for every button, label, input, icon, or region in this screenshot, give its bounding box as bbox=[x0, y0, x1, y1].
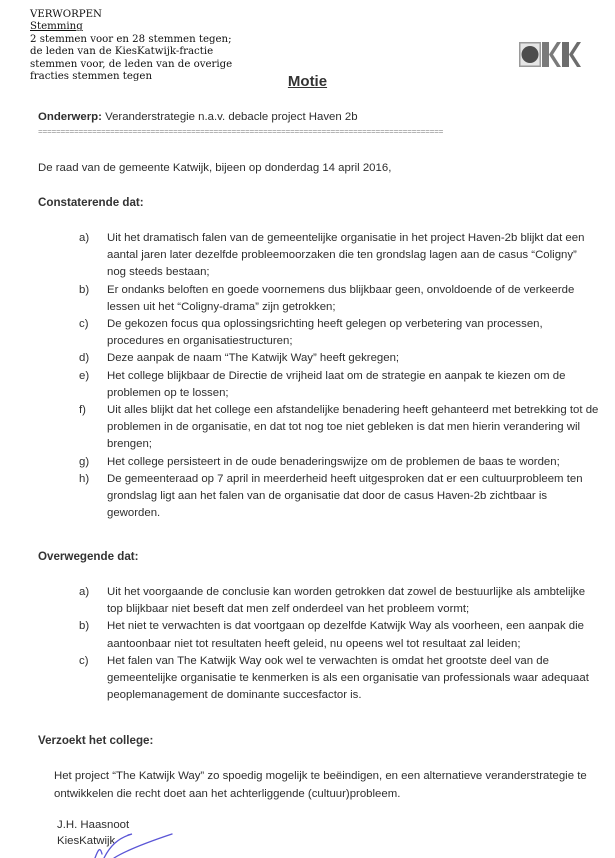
signatory-name: J.H. Haasnoot bbox=[57, 819, 130, 831]
item-text: Uit het voorgaande de conclusie kan worden getrokken dat zowel de bestuurlijke als ambtelijke top blijkbaar niet beseft dat men zelf onderdeel van het probleem vormt; bbox=[107, 586, 586, 616]
subject-line bbox=[38, 111, 358, 123]
request-text: Het project “The Katwijk Way” zo spoedig mogelijk te beëindigen, en een alternatieve veranderstrategie te ontwikkelen die recht doet aan het achterliggende (cultuur)probleem. bbox=[54, 770, 587, 800]
item-text: Uit het dramatisch falen van de gemeentelijke organisatie in het project Haven-2b blijkt dat een aantal jaren later dezelfde probleemoorzaken die ten grondslag lagen aan de casus “Coligny” nog steeds bestaan; bbox=[107, 232, 585, 279]
list-item bbox=[79, 230, 599, 282]
okk-logo-icon bbox=[519, 42, 582, 67]
overwegende-list bbox=[79, 584, 599, 704]
item-label: b) bbox=[79, 283, 90, 296]
item-text: Het college persisteert in de oude benaderingswijze om de problemen de baas te worden; bbox=[107, 455, 560, 468]
list-item bbox=[79, 316, 599, 350]
item-label: g) bbox=[79, 455, 90, 468]
item-label: d) bbox=[79, 352, 90, 365]
heading-verzoekt: Verzoekt het college: bbox=[38, 734, 154, 747]
heading-constaterende: Constaterende dat: bbox=[38, 196, 144, 209]
constaterende-list bbox=[79, 230, 599, 522]
list-item bbox=[79, 368, 599, 402]
item-label: h) bbox=[79, 472, 90, 485]
handwritten-signature-icon bbox=[90, 828, 210, 858]
intro-text: De raad van de gemeente Katwijk, bijeen op donderdag 14 april 2016, bbox=[38, 162, 392, 174]
item-text: Er ondanks beloften en goede voornemens dus blijkbaar geen, onvoldoende of de verkeerde lessen uit het “Coligny-drama” zijn getrokken; bbox=[107, 283, 575, 313]
list-item bbox=[79, 454, 599, 471]
item-label: c) bbox=[79, 318, 89, 331]
item-label: a) bbox=[79, 232, 90, 244]
list-item bbox=[79, 653, 599, 705]
vote-status: VERWORPEN bbox=[30, 9, 102, 20]
subject-text: Veranderstrategie n.a.v. debacle project Haven 2b bbox=[101, 111, 358, 123]
item-label: b) bbox=[79, 620, 90, 633]
heading-overwegende: Overwegende dat: bbox=[38, 550, 139, 563]
item-text: Het college blijkbaar de Directie de vrijheid laat om de strategie en aanpak te kiezen om de problemen op te lossen; bbox=[107, 369, 566, 399]
item-label: a) bbox=[79, 586, 90, 598]
vote-label: Stemming bbox=[30, 21, 83, 33]
item-text: De gemeenteraad op 7 april in meerderheid heeft uitgesproken dat er een cultuurprobleem ten grondslag ligt aan het falen van de organisatie dat door de casus Haven-2b zichtbaar is geworden. bbox=[107, 472, 583, 520]
document-title: Motie bbox=[287, 73, 328, 90]
list-item bbox=[79, 471, 599, 523]
list-item bbox=[79, 402, 599, 454]
item-text: De gekozen focus qua oplossingsrichting heeft gelegen op verbetering van processen, procedures en organisatiestructuren; bbox=[107, 318, 543, 348]
signatory-party: KiesKatwijk bbox=[57, 835, 116, 847]
item-text: Het falen van The Katwijk Way ook wel te verwachten is omdat het grootste deel van de gemeentelijke organisatie te kenmerken is als een organisatie van professionals waar adequaat peoplemanagement de dominante succesfactor is. bbox=[107, 654, 589, 702]
vote-line: 2 stemmen voor en 28 stemmen tegen; bbox=[30, 33, 232, 45]
list-item bbox=[79, 618, 599, 652]
vote-line: stemmen voor, de leden van de overige bbox=[30, 58, 233, 70]
item-label: e) bbox=[79, 369, 90, 382]
item-label: c) bbox=[79, 654, 89, 667]
divider-rule: ========================================================================================== bbox=[38, 128, 444, 137]
list-item bbox=[79, 584, 599, 618]
item-text: Deze aanpak de naam “The Katwijk Way” heeft gekregen; bbox=[107, 352, 400, 365]
item-label: f) bbox=[79, 404, 86, 417]
subject-label: Onderwerp: bbox=[38, 111, 102, 123]
item-text: Uit alles blijkt dat het college een afstandelijke benadering heeft gehanteerd met betrekking tot de problemen in de organisatie, en dat tot nog toe niet gebleken is dat men hierin verandering wil brengen; bbox=[107, 404, 599, 451]
list-item bbox=[79, 350, 599, 367]
vote-line: fracties stemmen tegen bbox=[30, 71, 153, 83]
vote-line: de leden van de KiesKatwijk-fractie bbox=[30, 46, 214, 58]
item-text: Het niet te verwachten is dat voortgaan op dezelfde Katwijk Way als voorheen, een aanpak die aantoonbaar niet tot resultaten heeft geleid, nu opeens wel tot resultaat zal leiden; bbox=[107, 620, 585, 650]
list-item bbox=[79, 282, 599, 316]
